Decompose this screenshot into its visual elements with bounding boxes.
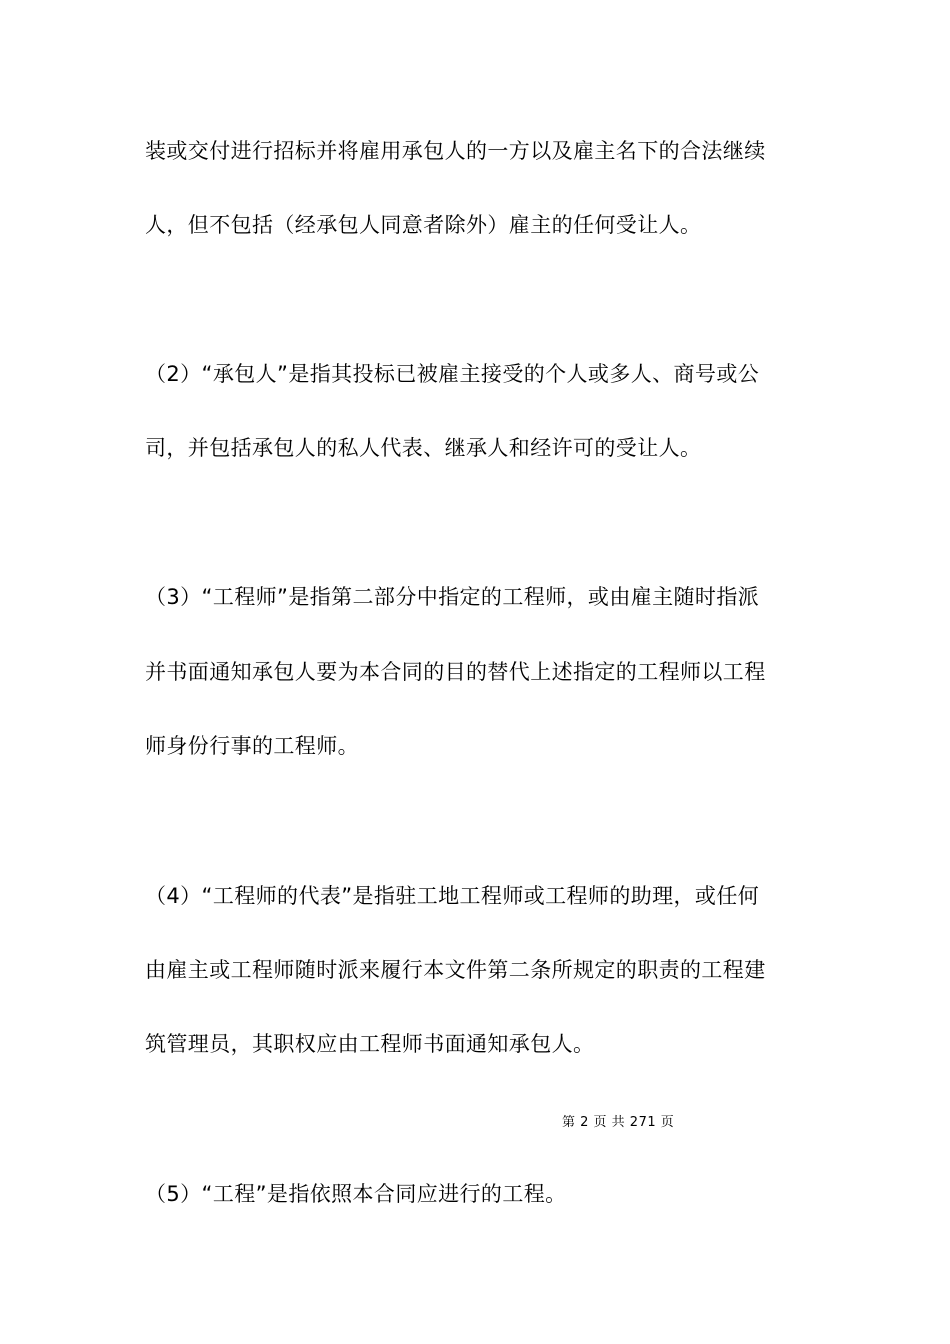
paragraph-3-line-3: 师身份行事的工程师。 <box>145 734 359 758</box>
paragraph-2-line-2: 司，并包括承包人的私人代表、继承人和经许可的受让人。 <box>145 436 702 460</box>
paragraph-5-line-1: （5）“工程”是指依照本合同应进行的工程。 <box>145 1182 567 1206</box>
paragraph-1-line-1: 装或交付进行招标并将雇用承包人的一方以及雇主名下的合法继续 <box>145 139 766 163</box>
page-number-footer: 第 2 页 共 271 页 <box>562 1115 675 1130</box>
paragraph-1-line-2: 人，但不包括（经承包人同意者除外）雇主的任何受让人。 <box>145 213 702 237</box>
paragraph-4-line-2: 由雇主或工程师随时派来履行本文件第二条所规定的职责的工程建 <box>145 958 766 982</box>
paragraph-4-line-3: 筑管理员，其职权应由工程师书面通知承包人。 <box>145 1032 595 1056</box>
paragraph-3-line-2: 并书面通知承包人要为本合同的目的替代上述指定的工程师以工程 <box>145 660 766 684</box>
paragraph-3-line-1: （3）“工程师”是指第二部分中指定的工程师，或由雇主随时指派 <box>145 585 760 609</box>
paragraph-4-line-1: （4）“工程师的代表”是指驻工地工程师或工程师的助理，或任何 <box>145 884 760 908</box>
paragraph-2-line-1: （2）“承包人”是指其投标已被雇主接受的个人或多人、商号或公 <box>145 362 760 386</box>
